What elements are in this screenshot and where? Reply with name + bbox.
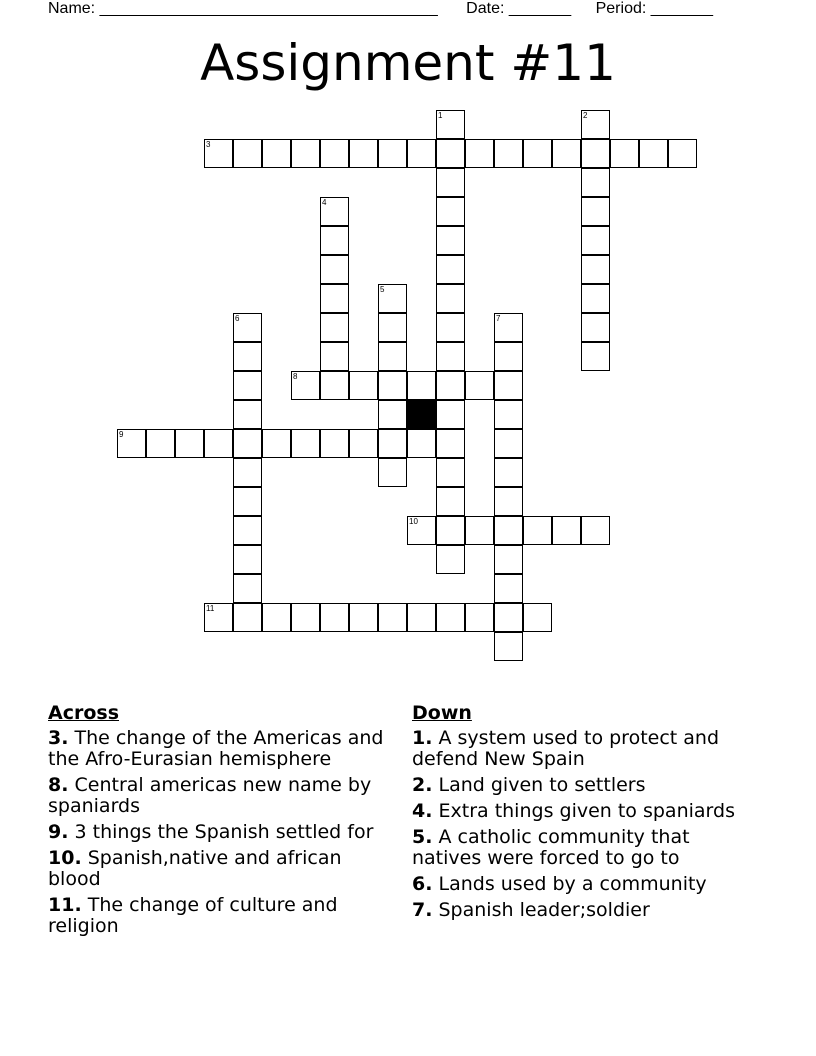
grid-cell[interactable] [581, 255, 610, 284]
grid-cell[interactable] [436, 139, 465, 168]
grid-cell[interactable] [494, 458, 523, 487]
grid-cell[interactable] [320, 139, 349, 168]
cell-number: 4 [322, 198, 327, 207]
grid-cell[interactable] [581, 313, 610, 342]
grid-cell[interactable] [581, 168, 610, 197]
clue-across-3 [48, 728, 393, 770]
grid-cell[interactable] [581, 226, 610, 255]
grid-cell[interactable] [523, 139, 552, 168]
grid-cell[interactable] [262, 139, 291, 168]
grid-cell[interactable] [204, 139, 233, 168]
grid-cell[interactable] [204, 429, 233, 458]
grid-cell[interactable] [349, 429, 378, 458]
grid-cell[interactable] [233, 371, 262, 400]
grid-cell[interactable] [436, 226, 465, 255]
grid-cell[interactable] [349, 603, 378, 632]
grid-cell[interactable] [378, 342, 407, 371]
grid-cell[interactable] [291, 429, 320, 458]
grid-cell[interactable] [320, 371, 349, 400]
grid-cell[interactable] [494, 139, 523, 168]
grid-cell[interactable] [436, 458, 465, 487]
grid-cell[interactable] [494, 487, 523, 516]
grid-cell[interactable] [494, 371, 523, 400]
clue-down-5 [412, 827, 762, 869]
period-field[interactable]: Period: _______ [595, 0, 714, 17]
cell-number: 8 [293, 372, 298, 381]
grid-cell[interactable] [349, 371, 378, 400]
clue-down-2 [412, 775, 762, 796]
grid-cell[interactable] [523, 603, 552, 632]
grid-cell[interactable] [494, 313, 523, 342]
grid-cell[interactable] [436, 313, 465, 342]
grid-cell[interactable] [581, 516, 610, 545]
across-heading: Across [48, 702, 120, 724]
grid-cell[interactable] [233, 545, 262, 574]
grid-cell[interactable] [436, 487, 465, 516]
grid-cell[interactable] [407, 603, 436, 632]
clue-number: 6. [412, 873, 433, 895]
clue-text: Extra things given to spaniards [438, 800, 735, 822]
grid-cell[interactable] [494, 632, 523, 661]
clue-down-7 [412, 900, 762, 921]
clue-text: Spanish,native and african blood [48, 847, 342, 890]
grid-cell[interactable] [436, 603, 465, 632]
grid-cell[interactable] [494, 400, 523, 429]
grid-cell[interactable] [320, 255, 349, 284]
clue-down-4 [412, 801, 762, 822]
clue-text: 3 things the Spanish settled for [74, 821, 374, 843]
cell-number: 3 [206, 140, 211, 149]
grid-cell[interactable] [233, 313, 262, 342]
grid-cell[interactable] [465, 516, 494, 545]
grid-cell[interactable] [494, 574, 523, 603]
clue-across-8 [48, 775, 393, 817]
clue-number: 3. [48, 727, 69, 749]
grid-cell[interactable] [146, 429, 175, 458]
clue-number: 1. [412, 727, 433, 749]
grid-cell[interactable] [233, 603, 262, 632]
grid-cell[interactable] [465, 371, 494, 400]
grid-cell[interactable] [436, 110, 465, 139]
grid-cell[interactable] [465, 603, 494, 632]
cell-number: 2 [583, 111, 588, 120]
grid-cell[interactable] [320, 342, 349, 371]
grid-cell[interactable] [494, 545, 523, 574]
grid-cell[interactable] [349, 139, 378, 168]
grid-cell[interactable] [320, 603, 349, 632]
clue-number: 8. [48, 774, 69, 796]
across-clues [48, 702, 393, 942]
grid-cell[interactable] [175, 429, 204, 458]
grid-cell[interactable] [494, 429, 523, 458]
grid-cell[interactable] [581, 284, 610, 313]
grid-cell[interactable] [320, 313, 349, 342]
grid-cell[interactable] [639, 139, 668, 168]
grid-cell[interactable] [320, 429, 349, 458]
grid-cell[interactable] [581, 342, 610, 371]
grid-cell[interactable] [233, 429, 262, 458]
clue-number: 9. [48, 821, 69, 843]
clue-text: A system used to protect and defend New Spain [412, 727, 720, 770]
blocked-cell [407, 400, 436, 429]
grid-cell[interactable] [233, 139, 262, 168]
grid-cell[interactable] [117, 429, 146, 458]
clue-number: 5. [412, 826, 433, 848]
clue-text: The change of culture and religion [48, 894, 338, 937]
grid-cell[interactable] [320, 284, 349, 313]
grid-cell[interactable] [378, 371, 407, 400]
grid-cell[interactable] [378, 458, 407, 487]
clue-number: 7. [412, 899, 433, 921]
down-heading: Down [412, 702, 472, 724]
grid-cell[interactable] [436, 371, 465, 400]
grid-cell[interactable] [407, 139, 436, 168]
clue-number: 2. [412, 774, 433, 796]
grid-cell[interactable] [233, 574, 262, 603]
grid-cell[interactable] [436, 342, 465, 371]
grid-cell[interactable] [436, 168, 465, 197]
grid-cell[interactable] [378, 400, 407, 429]
grid-cell[interactable] [494, 603, 523, 632]
clue-across-11 [48, 895, 393, 937]
grid-cell[interactable] [407, 516, 436, 545]
grid-cell[interactable] [552, 139, 581, 168]
grid-cell[interactable] [436, 516, 465, 545]
grid-cell[interactable] [552, 516, 581, 545]
cell-number: 9 [119, 430, 124, 439]
grid-cell[interactable] [436, 400, 465, 429]
cell-number: 5 [380, 285, 385, 294]
grid-cell[interactable] [436, 197, 465, 226]
grid-cell[interactable] [436, 545, 465, 574]
page-title: Assignment #11 [200, 34, 616, 92]
date-field[interactable]: Date: _______ [466, 0, 572, 17]
cell-number: 10 [409, 517, 418, 526]
grid-cell[interactable] [610, 139, 639, 168]
grid-cell[interactable] [233, 458, 262, 487]
grid-cell[interactable] [291, 603, 320, 632]
grid-cell[interactable] [378, 139, 407, 168]
grid-cell[interactable] [233, 487, 262, 516]
grid-cell[interactable] [407, 429, 436, 458]
grid-cell[interactable] [523, 516, 552, 545]
grid-cell[interactable] [581, 197, 610, 226]
grid-cell[interactable] [581, 139, 610, 168]
grid-cell[interactable] [436, 429, 465, 458]
clue-text: Central americas new name by spaniards [48, 774, 372, 817]
clue-down-6 [412, 874, 762, 895]
grid-cell[interactable] [407, 371, 436, 400]
down-clues [412, 702, 762, 926]
grid-cell[interactable] [320, 197, 349, 226]
grid-cell[interactable] [262, 429, 291, 458]
grid-cell[interactable] [581, 110, 610, 139]
grid-cell[interactable] [436, 255, 465, 284]
clue-text: The change of the Americas and the Afro-Eurasian hemisphere [48, 727, 384, 770]
grid-cell[interactable] [465, 139, 494, 168]
grid-cell[interactable] [378, 313, 407, 342]
clue-text: Spanish leader;soldier [438, 899, 650, 921]
grid-cell[interactable] [668, 139, 697, 168]
clue-across-9 [48, 822, 393, 843]
clue-down-1 [412, 728, 762, 770]
grid-cell[interactable] [233, 342, 262, 371]
cell-number: 6 [235, 314, 240, 323]
clue-number: 10. [48, 847, 82, 869]
grid-cell[interactable] [494, 516, 523, 545]
grid-cell[interactable] [378, 284, 407, 313]
grid-cell[interactable] [320, 226, 349, 255]
grid-cell[interactable] [378, 429, 407, 458]
cell-number: 1 [438, 111, 443, 120]
grid-cell[interactable] [436, 284, 465, 313]
grid-cell[interactable] [378, 603, 407, 632]
clue-text: Land given to settlers [438, 774, 646, 796]
name-field[interactable]: Name: ______________________________________ [48, 0, 438, 17]
clue-number: 11. [48, 894, 82, 916]
grid-cell[interactable] [233, 516, 262, 545]
clue-number: 4. [412, 800, 433, 822]
grid-cell[interactable] [291, 139, 320, 168]
grid-cell[interactable] [262, 603, 291, 632]
grid-cell[interactable] [204, 603, 233, 632]
grid-cell[interactable] [494, 342, 523, 371]
cell-number: 11 [206, 604, 215, 613]
cell-number: 7 [496, 314, 501, 323]
clue-text: Lands used by a community [438, 873, 707, 895]
grid-cell[interactable] [233, 400, 262, 429]
clue-text: A catholic community that natives were forced to go to [412, 826, 690, 869]
clue-across-10 [48, 848, 393, 890]
grid-cell[interactable] [291, 371, 320, 400]
